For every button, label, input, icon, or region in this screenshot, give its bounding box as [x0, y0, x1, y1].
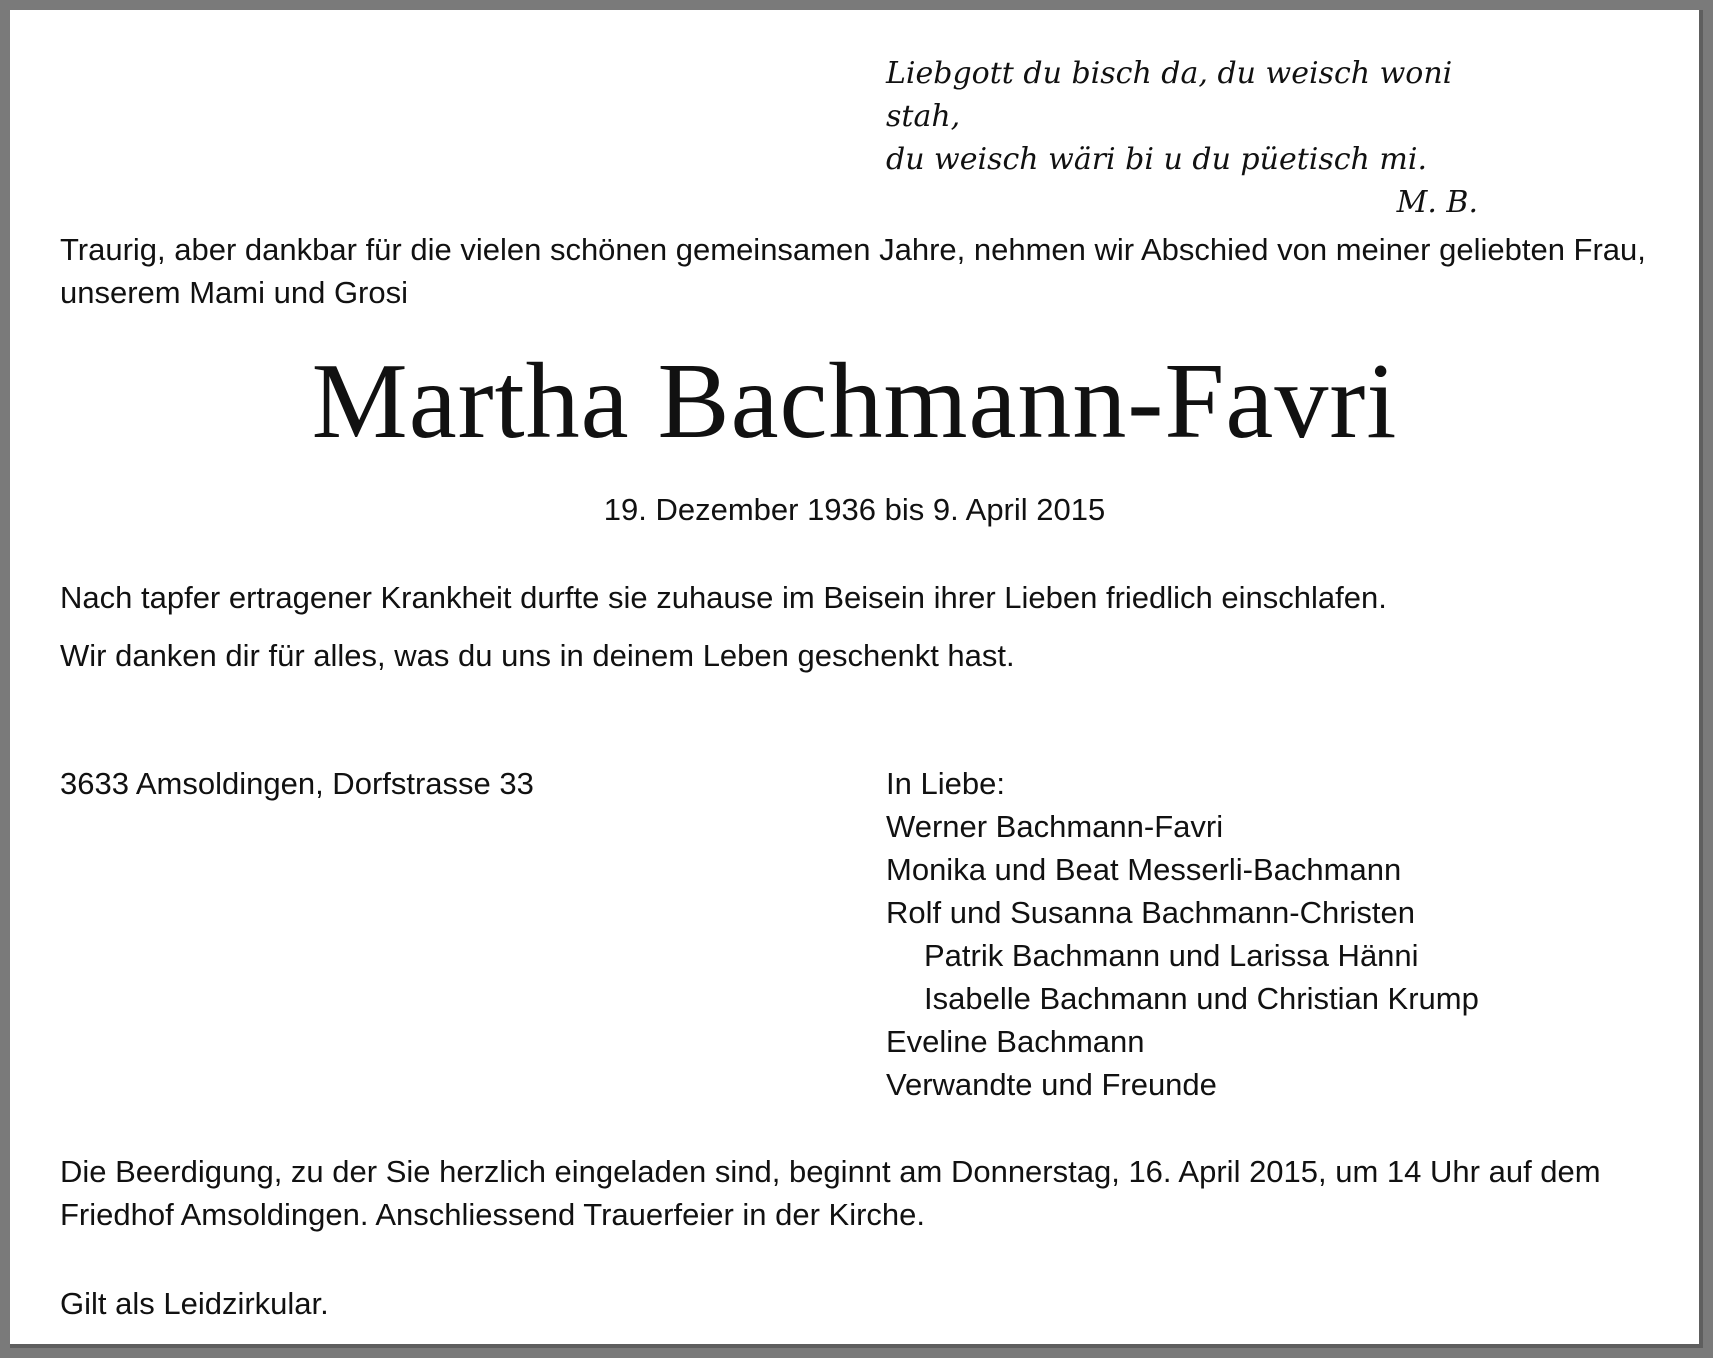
family-member-grandchild: Patrik Bachmann und Larissa Hänni	[924, 938, 1419, 973]
family-heading: In Liebe:	[886, 766, 1005, 801]
verse-author: M. B.	[1396, 185, 1478, 220]
family-member: Eveline Bachmann	[886, 1024, 1145, 1059]
verse-quote	[886, 52, 1486, 224]
deceased-name: Martha Bachmann-Favri	[311, 342, 1398, 461]
family-member: Werner Bachmann-Favri	[886, 809, 1224, 844]
family-member: Rolf und Susanna Bachmann-Christen	[886, 895, 1416, 930]
message-line-1: Nach tapfer ertragener Krankheit durfte sie zuhause im Beisein ihrer Lieben friedlich einschlafen.	[60, 580, 1387, 615]
family-member: Monika und Beat Messerli-Bachmann	[886, 852, 1402, 887]
life-dates: 19. Dezember 1936 bis 9. April 2015	[603, 492, 1106, 527]
family-list	[886, 762, 1666, 1106]
verse-line-2: du weisch wäri bi u du püetisch mi.	[886, 142, 1427, 177]
intro-text: Traurig, aber dankbar für die vielen schönen gemeinsamen Jahre, nehmen wir Abschied von meiner geliebten Frau, unserem Mami und Grosi	[60, 232, 1646, 310]
family-member: Verwandte und Freunde	[886, 1067, 1217, 1102]
address: 3633 Amsoldingen, Dorfstrasse 33	[60, 766, 534, 801]
verse-line-1: Liebgott du bisch da, du weisch woni stah,	[886, 56, 1453, 134]
obituary-notice	[10, 10, 1703, 1348]
message-line-2: Wir danken dir für alles, was du uns in deinem Leben geschenkt hast.	[60, 638, 1015, 673]
funeral-details: Die Beerdigung, zu der Sie herzlich eingeladen sind, beginnt am Donnerstag, 16. April 2015, um 14 Uhr auf dem Friedhof Amsoldingen. Anschliessend Trauerfeier in der Kirche.	[60, 1154, 1601, 1232]
circular-note: Gilt als Leidzirkular.	[60, 1286, 329, 1321]
family-member-grandchild: Isabelle Bachmann und Christian Krump	[924, 981, 1479, 1016]
